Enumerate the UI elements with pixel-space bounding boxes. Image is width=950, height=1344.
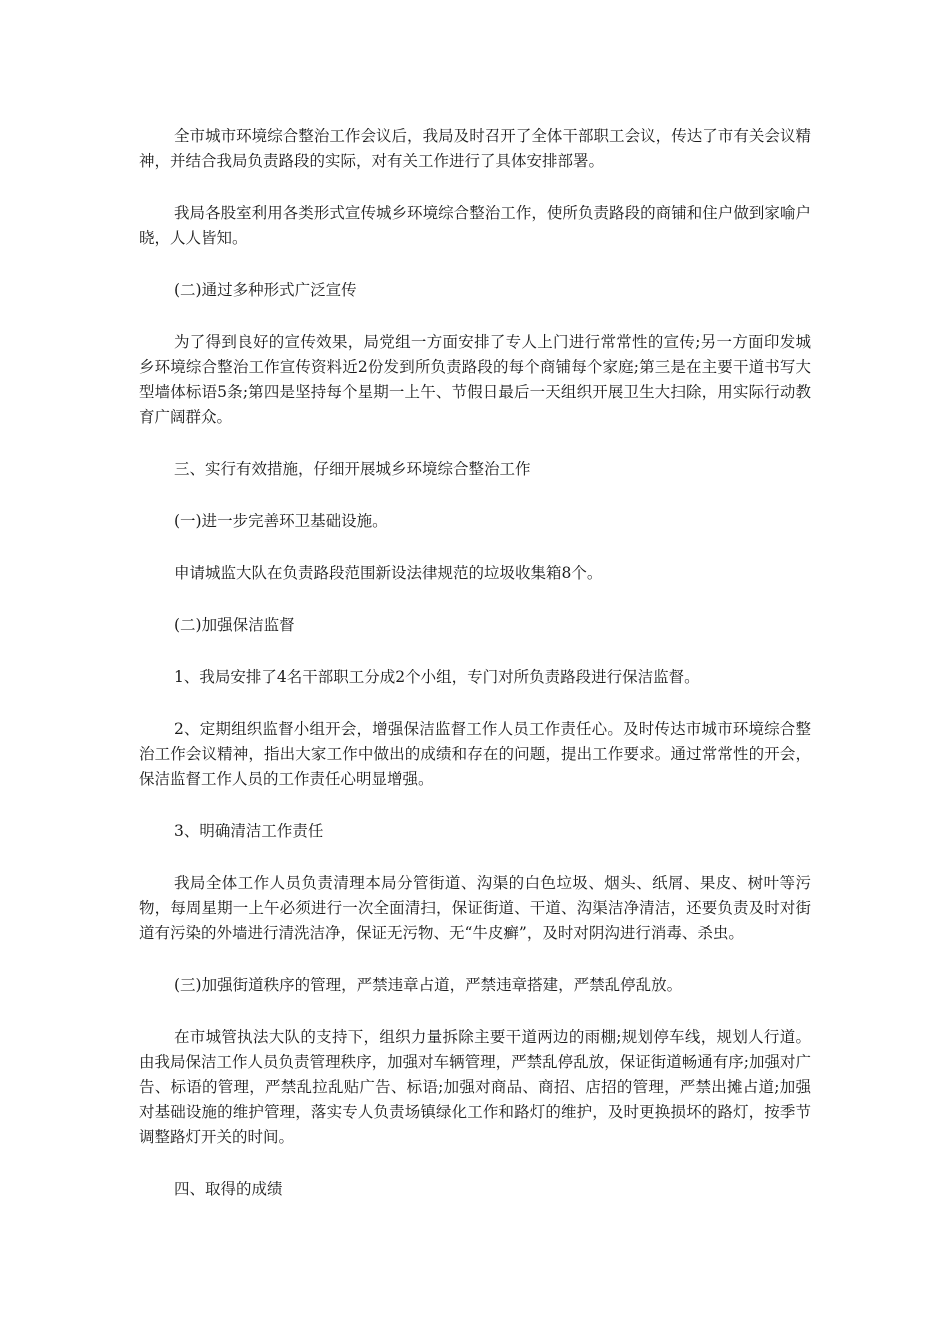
section-heading-measures: 三、实行有效措施，仔细开展城乡环境综合整治工作 (174, 460, 531, 478)
paragraph-street-order: 在市城管执法大队的支持下，组织力量拆除主要干道两边的雨棚;规划停车线，规划人行道。由我局保洁工作人员负责管理秩序，加强对车辆管理，严禁乱停乱放，保证街道畅通有序;加强对广告、标语的管理，严禁乱拉乱贴广告、标语;加强对商品、商招、店招的管理，严禁出摊占道;加强对基础设施的维护管理，落实专人负责场镇绿化工作和路灯的维护，及时更换损坏的路灯，按季节调整路灯开关的时间。 (139, 1028, 811, 1146)
document-page (139, 124, 811, 1229)
paragraph-garbage-bins: 申请城监大队在负责路段范围新设法律规范的垃圾收集箱8个。 (174, 564, 603, 582)
paragraph-publicity-effects: 为了得到良好的宣传效果，局党组一方面安排了专人上门进行常常性的宣传;另一方面印发城乡环境综合整治工作宣传资料近2份发到所负责路段的每个商铺每个家庭;第三是在主要干道书写大型墙体标语5条;第四是坚持每个星期一上午、节假日最后一天组织开展卫生大扫除，用实际行动教育广阔群众。 (139, 333, 811, 426)
paragraph-item-3-heading: 3、明确清洁工作责任 (174, 822, 324, 840)
paragraph-item-1: 1、我局安排了4名干部职工分成2个小组，专门对所负责路段进行保洁监督。 (174, 668, 700, 686)
section-heading-achievements: 四、取得的成绩 (174, 1180, 283, 1198)
paragraph-meeting: 全市城市环境综合整治工作会议后，我局及时召开了全体干部职工会议，传达了市有关会议精神，并结合我局负责路段的实际，对有关工作进行了具体安排部署。 (139, 127, 811, 170)
section-heading-publicity: (二)通过多种形式广泛宣传 (174, 281, 357, 299)
subsection-heading-supervision: (二)加强保洁监督 (174, 616, 295, 634)
subsection-heading-street-order: (三)加强街道秩序的管理，严禁违章占道，严禁违章搭建，严禁乱停乱放。 (174, 976, 683, 994)
paragraph-publicity: 我局各股室利用各类形式宣传城乡环境综合整治工作，使所负责路段的商铺和住户做到家喻户晓，人人皆知。 (139, 204, 811, 247)
subsection-heading-facilities: (一)进一步完善环卫基础设施。 (174, 512, 388, 530)
paragraph-item-2: 2、定期组织监督小组开会，增强保洁监督工作人员工作责任心。及时传达市城市环境综合整治工作会议精神，指出大家工作中做出的成绩和存在的问题，提出工作要求。通过常常性的开会，保洁监督工作人员的工作责任心明显增强。 (139, 720, 811, 788)
paragraph-cleaning-duties: 我局全体工作人员负责清理本局分管街道、沟渠的白色垃圾、烟头、纸屑、果皮、树叶等污物，每周星期一上午必须进行一次全面清扫，保证街道、干道、沟渠洁净清洁，还要负责及时对街道有污染的外墙进行清洗洁净，保证无污物、无“牛皮癣”，及时对阴沟进行消毒、杀虫。 (139, 874, 811, 942)
